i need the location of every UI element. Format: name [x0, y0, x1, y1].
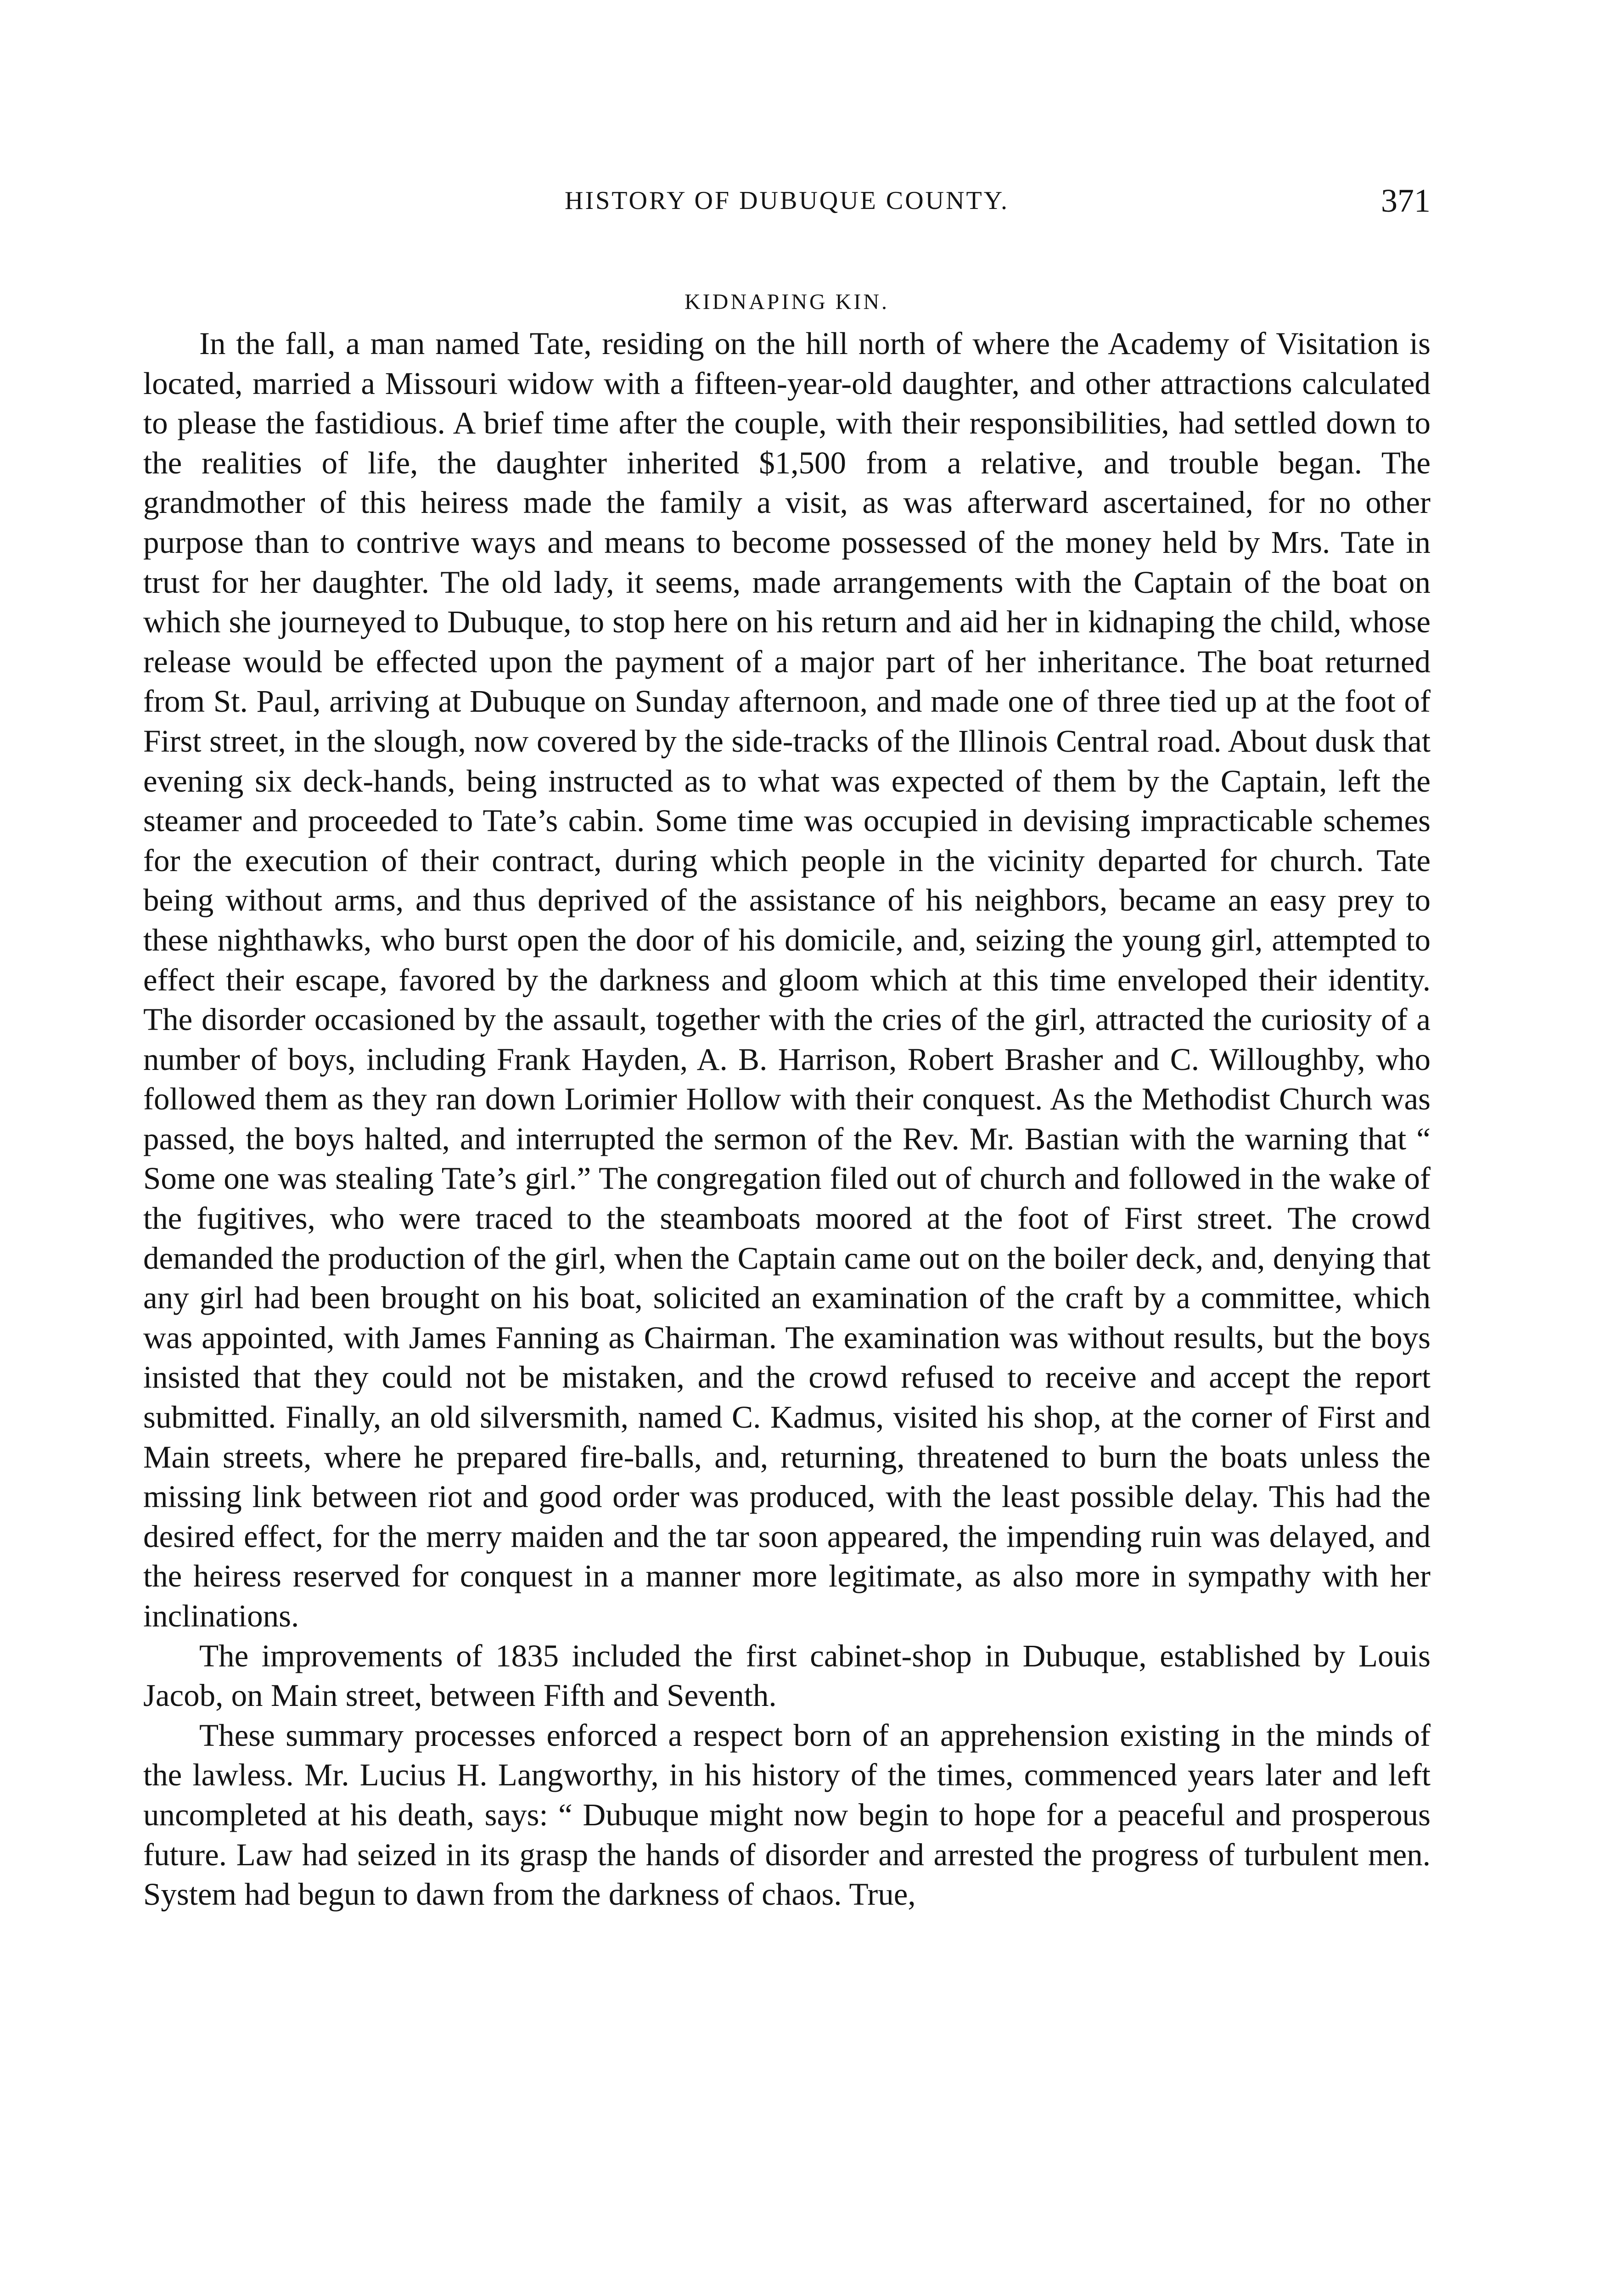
body-text — [143, 324, 1431, 1914]
running-title: HISTORY OF DUBUQUE COUNTY. — [565, 186, 1009, 215]
paragraph-kidnaping: In the fall, a man named Tate, residing on the hill north of where the Academy of Visitation is located, married a Missouri widow with a fifteen-year-old daughter, and other attractions calculated to please the fastidious. A brief time after the couple, with their responsibilities, had settled down to the realities of life, the daughter inherited $1,500 from a relative, and trouble began. The grandmother of this heiress made the family a visit, as was afterward ascertained, for no other purpose than to contrive ways and means to become possessed of the money held by Mrs. Tate in trust for her daughter. The old lady, it seems, made arrangements with the Captain of the boat on which she journeyed to Dubuque, to stop here on his return and aid her in kidnaping the child, whose release would be effected upon the payment of a major part of her inheritance. The boat returned from St. Paul, arriving at Dubuque on Sunday afternoon, and made one of three tied up at the foot of First street, in the slough, now covered by the side-tracks of the Illinois Central road. About dusk that evening six deck-hands, being instructed as to what was expected of them by the Captain, left the steamer and proceeded to Tate’s cabin. Some time was occupied in devising impracticable schemes for the execution of their contract, during which people in the vicinity departed for church. Tate being without arms, and thus deprived of the assistance of his neighbors, became an easy prey to these nighthawks, who burst open the door of his domicile, and, seizing the young girl, attempted to effect their escape, favored by the darkness and gloom which at this time enveloped their identity. The disorder occasioned by the assault, together with the cries of the girl, attracted the curiosity of a number of boys, including Frank Hayden, A. B. Harrison, Robert Brasher and C. Willoughby, who followed them as they ran down Lorimier Hollow with their conquest. As the Methodist Church was passed, the boys halted, and interrupted the sermon of the Rev. Mr. Bastian with the warning that “ Some one was stealing Tate’s girl.” The congregation filed out of church and followed in the wake of the fugitives, who were traced to the steamboats moored at the foot of First street. The crowd demanded the production of the girl, when the Captain came out on the boiler deck, and, denying that any girl had been brought on his boat, solicited an examination of the craft by a committee, which was appointed, with James Fanning as Chairman. The examination was without results, but the boys insisted that they could not be mistaken, and the crowd refused to receive and accept the report submitted. Finally, an old silversmith, named C. Kadmus, visited his shop, at the corner of First and Main streets, where he prepared fire-balls, and, returning, threatened to burn the boats unless the missing link between riot and good order was produced, with the least possible delay. This had the desired effect, for the merry maiden and the tar soon appeared, the impending ruin was delayed, and the heiress reserved for conquest in a manner more legitimate, as also more in sympathy with her inclinations. — [143, 326, 1431, 1633]
paragraph-summary-processes: These summary processes enforced a respect born of an apprehension existing in the minds of the lawless. Mr. Lucius H. Langworthy, in his history of the times, commenced years later and left uncompleted at his death, says: “ Dubuque might now begin to hope for a peaceful and prosperous future. Law had seized in its grasp the hands of disorder and arrested the progress of turbulent men. System had begun to dawn from the darkness of chaos. True, — [143, 1717, 1431, 1912]
page-number: 371 — [1381, 182, 1431, 219]
running-head — [143, 180, 1431, 221]
section-heading: KIDNAPING KIN. — [685, 290, 889, 314]
paragraph-improvements-1835: The improvements of 1835 included the first cabinet-shop in Dubuque, established by Louis Jacob, on Main street, between Fifth and Seventh. — [143, 1638, 1431, 1713]
